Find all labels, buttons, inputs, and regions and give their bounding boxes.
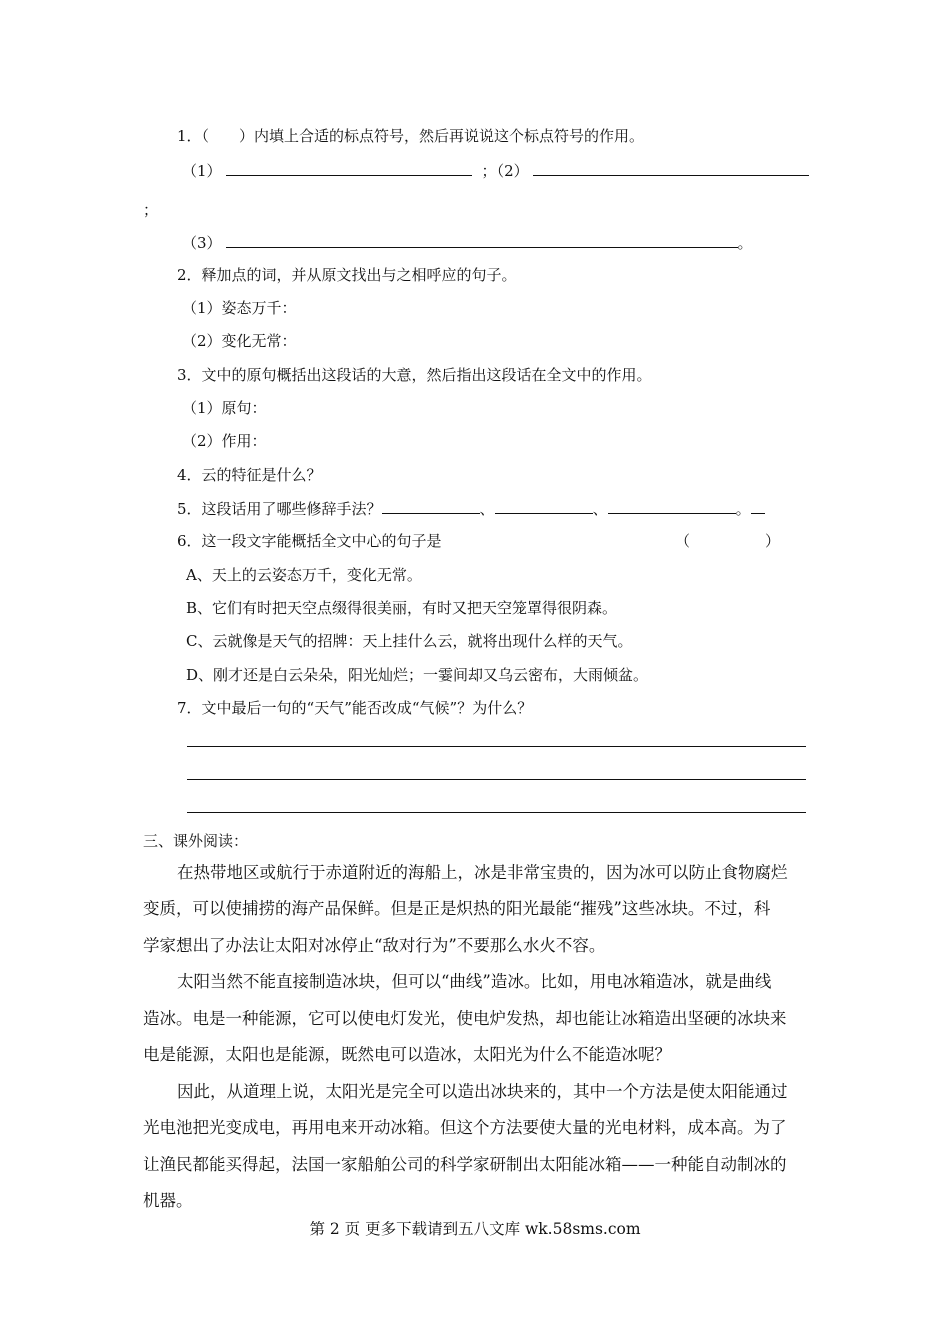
q3-prompt: 3．文中的原句概括出这段话的大意，然后指出这段话在全文中的作用。 (177, 366, 652, 384)
section3-heading: 三、课外阅读： (143, 832, 249, 850)
passage-line: 光电池把光变成电，再用电来开动冰箱。但这个方法要使大量的光电材料，成本高。为了 (143, 1118, 787, 1137)
passage-line: 在热带地区或航行于赤道附近的海船上，冰是非常宝贵的，因为冰可以防止食物腐烂 (177, 863, 788, 882)
q6-prompt: 6．这一段文字能概括全文中心的句子是 (177, 532, 442, 550)
q1-semicolon: ； (143, 201, 159, 219)
q7-answer-line-2[interactable] (187, 779, 806, 780)
q7-answer-line-1[interactable] (187, 746, 806, 747)
q1-blank-1[interactable] (226, 160, 472, 176)
passage-line: 让渔民都能买得起，法国一家船舶公司的科学家研制出太阳能冰箱——一种能自动制冰的 (143, 1155, 787, 1174)
q1-sub3-label: （3） (182, 234, 222, 252)
q5-row (177, 498, 765, 519)
q5-blank-1[interactable] (382, 498, 480, 514)
q5-sep-2: 、 (592, 500, 608, 518)
q7-prompt: 7．文中最后一句的“天气”能否改成“气候”？为什么？ (177, 699, 533, 717)
q1-blank-2[interactable] (533, 160, 809, 176)
q1-end: 。 (737, 234, 753, 252)
q2-prompt: 2．释加点的词，并从原文找出与之相呼应的句子。 (177, 266, 517, 284)
q1-blank-3[interactable] (226, 232, 738, 248)
passage-line: 电是能源，太阳也是能源，既然电可以造冰，太阳光为什么不能造冰呢？ (143, 1045, 671, 1064)
q5-blank-2[interactable] (495, 498, 593, 514)
q6-option-b: B、它们有时把天空点缀得很美丽，有时又把天空笼罩得很阴森。 (186, 599, 618, 617)
q1-sub2-label: （2） (496, 162, 529, 180)
q5-blank-tail (751, 498, 765, 514)
footer-text: 第 2 页 更多下载请到五八文库 wk.58sms.com (309, 1220, 641, 1238)
q1-sub1-row (182, 160, 809, 181)
q2-item-1: （1）姿态万千： (182, 299, 297, 317)
q5-sep-1: 、 (479, 500, 495, 518)
q6-option-a: A、天上的云姿态万千，变化无常。 (186, 566, 422, 584)
q6-option-c: C、云就像是天气的招牌：天上挂什么云，就将出现什么样的天气。 (186, 632, 633, 650)
q6-option-d: D、刚才还是白云朵朵，阳光灿烂；一霎间却又乌云密布，大雨倾盆。 (186, 666, 649, 684)
q5-prompt: 5．这段话用了哪些修辞手法？ (177, 500, 382, 518)
q5-end: 。 (735, 500, 751, 518)
q7-answer-line-3[interactable] (187, 812, 806, 813)
q6-answer-paren[interactable]: （ ） (675, 532, 781, 550)
page-footer (0, 1218, 950, 1240)
q3-item-2: （2）作用： (182, 432, 267, 450)
passage-line: 因此，从道理上说，太阳光是完全可以造出冰块来的，其中一个方法是使太阳能通过 (177, 1082, 788, 1101)
passage-line: 机器。 (143, 1191, 193, 1210)
passage-line: 学家想出了办法让太阳对冰停止“敌对行为”不要那么水火不容。 (143, 936, 606, 955)
passage-line: 太阳当然不能直接制造冰块，但可以“曲线”造冰。比如，用电冰箱造冰，就是曲线 (177, 972, 772, 991)
q3-item-1: （1）原句： (182, 399, 267, 417)
q5-blank-3[interactable] (608, 498, 736, 514)
q4-prompt: 4．云的特征是什么？ (177, 466, 322, 484)
passage-line: 造冰。电是一种能源，它可以使电灯发光，使电炉发热，却也能让冰箱造出坚硬的冰块来 (143, 1009, 787, 1028)
passage-line: 变质，可以使捕捞的海产品保鲜。但是正是炽热的阳光最能“摧残”这些冰块。不过，科 (143, 899, 771, 918)
q1-sep: ； (481, 162, 497, 180)
q1-sub3-row (182, 232, 753, 253)
q2-item-2: （2）变化无常： (182, 332, 297, 350)
q1-sub1-label: （1） (182, 162, 222, 180)
q1-prompt: 1．（ ）内填上合适的标点符号，然后再说说这个标点符号的作用。 (177, 127, 645, 145)
